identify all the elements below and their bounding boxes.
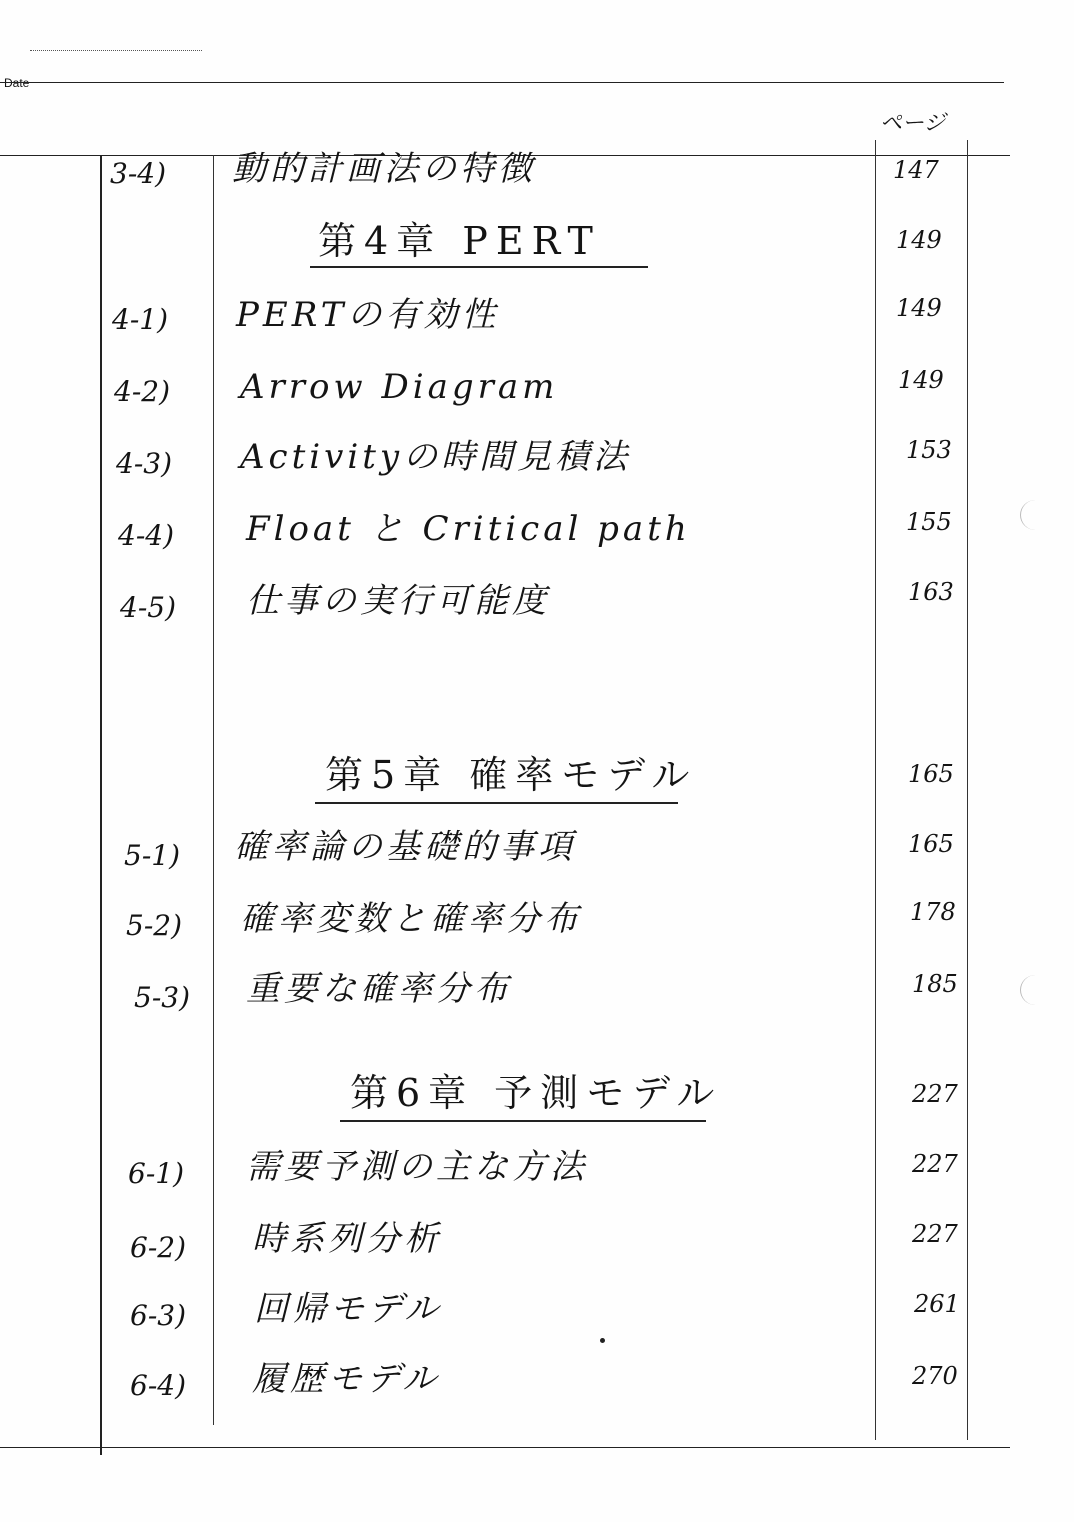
section-title: Float と Critical path: [246, 509, 691, 549]
page-number: 149: [896, 226, 942, 254]
page-column-label: ページ: [880, 111, 946, 136]
punch-hole-mark: [1020, 975, 1051, 1005]
section-number: 5-2): [126, 909, 183, 942]
page-number: 227: [912, 1150, 958, 1178]
page-column-right-rule: [967, 140, 968, 1440]
section-number: 4-2): [114, 375, 171, 408]
section-title: 重要な確率分布: [246, 969, 512, 1009]
page-number: 270: [912, 1362, 958, 1390]
page-number: 165: [908, 830, 954, 858]
section-title: Activityの時間見積法: [240, 437, 632, 477]
section-title: 履歴モデル: [252, 1359, 441, 1399]
section-title: PERTの有効性: [236, 295, 500, 335]
punch-hole-mark: [1020, 500, 1051, 530]
page-number: 155: [906, 508, 952, 536]
section-number: 4-5): [120, 591, 177, 624]
page-number: 149: [898, 366, 944, 394]
header-rule: [0, 82, 1004, 83]
date-label: Date: [4, 76, 30, 90]
section-number: 6-4): [130, 1369, 187, 1402]
page-number: 227: [912, 1220, 958, 1248]
section-number: 4-4): [118, 519, 175, 552]
ink-speck: [600, 1338, 605, 1343]
chapter-underline: [340, 1120, 706, 1122]
section-number: 6-3): [130, 1299, 187, 1332]
section-number: 4-3): [116, 447, 173, 480]
left-margin-rule: [100, 155, 102, 1455]
section-number: 5-3): [134, 981, 191, 1014]
chapter-heading: 第4章 PERT: [318, 219, 601, 263]
section-title: 時系列分析: [252, 1219, 442, 1259]
chapter-underline: [315, 802, 678, 804]
chapter-underline: [310, 266, 648, 268]
page-column-left-rule: [875, 140, 876, 1440]
number-column-rule: [213, 155, 214, 1425]
page-number: 227: [912, 1080, 958, 1108]
chapter-heading: 第5章 確率モデル: [325, 753, 698, 797]
section-title: 確率変数と確率分布: [240, 899, 582, 939]
section-number: 5-1): [124, 839, 181, 872]
top-dotted-line: [30, 50, 202, 51]
page-number: 185: [912, 970, 958, 998]
table-bottom-rule: [0, 1447, 1010, 1448]
section-number: 3-4): [110, 157, 167, 190]
section-title: Arrow Diagram: [240, 367, 559, 407]
section-number: 6-1): [128, 1157, 185, 1190]
page-number: 178: [910, 898, 956, 926]
section-number: 4-1): [112, 303, 169, 336]
section-title: 需要予測の主な方法: [246, 1147, 588, 1187]
page-number: 147: [893, 156, 939, 184]
page-number: 163: [908, 578, 954, 606]
section-title: 回帰モデル: [254, 1289, 443, 1329]
page-number: 149: [896, 294, 942, 322]
section-title: 動的計画法の特徴: [232, 149, 536, 189]
section-number: 6-2): [130, 1231, 187, 1264]
page-number: 153: [906, 436, 952, 464]
page-number: 165: [908, 760, 954, 788]
section-title: 確率論の基礎的事項: [234, 827, 576, 867]
chapter-heading: 第6章 予測モデル: [350, 1071, 723, 1115]
section-title: 仕事の実行可能度: [246, 581, 550, 621]
page-number: 261: [914, 1290, 960, 1318]
